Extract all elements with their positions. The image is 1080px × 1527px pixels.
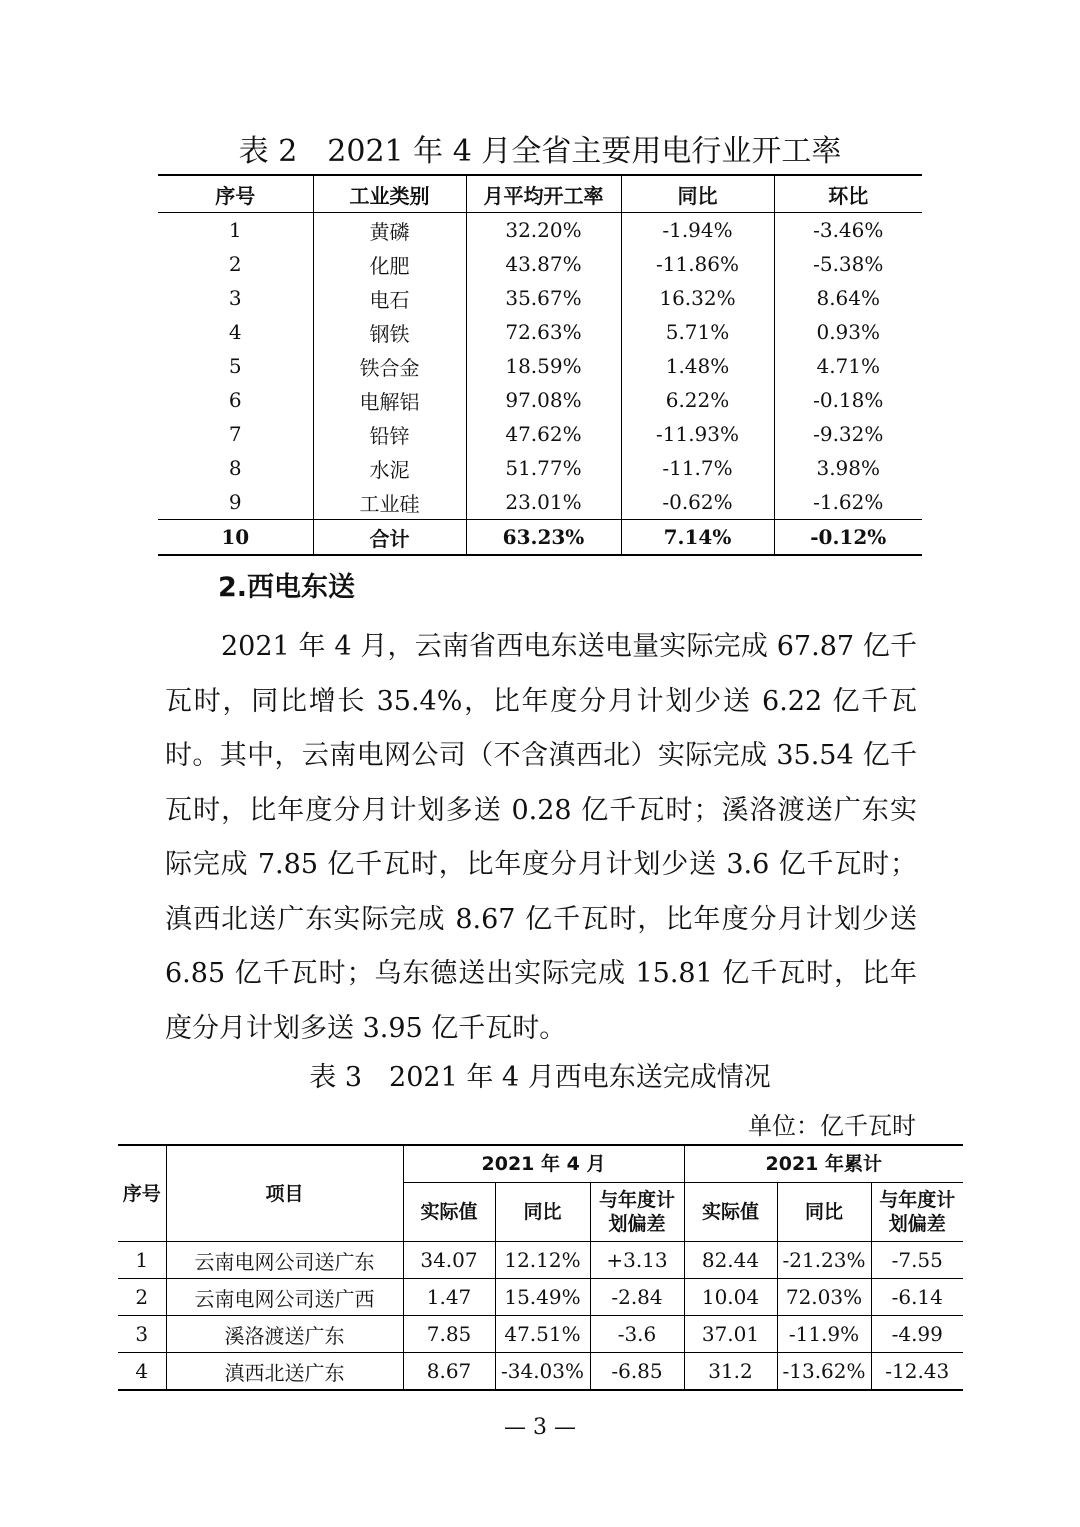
table2-row-cell: 水泥 (313, 451, 466, 485)
table2-row-cell: 电解铝 (313, 383, 466, 417)
table3-row (118, 1316, 963, 1353)
table3-row-cell: -7.55 (871, 1242, 963, 1279)
table3-row-cell: -6.14 (871, 1279, 963, 1316)
table3-row-cell: -4.99 (871, 1316, 963, 1353)
page-number: — 3 — (504, 1415, 576, 1440)
table2-row-cell: 电石 (313, 281, 466, 315)
table3-row-cell: 1 (118, 1242, 166, 1279)
table2-row (158, 451, 922, 485)
table3-row-cell: 4 (118, 1353, 166, 1391)
table3-group-header: 2021 年 4 月 (403, 1145, 684, 1183)
table2-row (158, 281, 922, 315)
table3-subheader-cell: 实际值 (684, 1183, 777, 1242)
table2-row (158, 315, 922, 349)
table3-row-cell: 8.67 (403, 1353, 495, 1391)
table2-row-cell: 63.23% (466, 520, 621, 556)
table3-header-row (118, 1145, 963, 1183)
table3-row (118, 1353, 963, 1391)
table2-row-cell: 1.48% (621, 349, 774, 383)
table2-row-cell: -1.62% (774, 485, 922, 520)
table3-row-cell: -34.03% (495, 1353, 590, 1391)
table2-row-cell: -0.18% (774, 383, 922, 417)
table2-row-cell: -5.38% (774, 247, 922, 281)
table2-row-cell: -0.12% (774, 520, 922, 556)
table2-row-cell: 51.77% (466, 451, 621, 485)
table3-row-cell: 云南电网公司送广东 (166, 1242, 403, 1279)
table2-header-row (158, 175, 922, 213)
table2-row-cell: 铅锌 (313, 417, 466, 451)
table3-title: 表 3 2021 年 4 月西电东送完成情况 (309, 1062, 771, 1093)
table2-header-cell: 序号 (215, 183, 256, 208)
table3-row-cell: 滇西北送广东 (166, 1353, 403, 1391)
table2-row-cell: -9.32% (774, 417, 922, 451)
table2-title: 表 2 2021 年 4 月全省主要用电行业开工率 (238, 134, 842, 169)
table3-row-cell: -12.43 (871, 1353, 963, 1391)
table2-header-cell: 工业类别 (313, 175, 466, 213)
table3-header-cell: 序号 (118, 1145, 166, 1242)
table2-body (158, 213, 922, 556)
table2-row-cell: 6 (228, 388, 242, 412)
table2-row-cell: 72.63% (466, 315, 621, 349)
table3-header-cell: 项目 (166, 1145, 403, 1242)
table2-row-cell: 3.98% (774, 451, 922, 485)
table2-row-cell: 3 (228, 286, 242, 310)
table2-header-cell: 环比 (774, 175, 922, 213)
table2-row-cell: 6.22% (621, 383, 774, 417)
table2-row-cell: 35.67% (466, 281, 621, 315)
table2-row-cell: 23.01% (466, 485, 621, 520)
table3-row-cell: -3.6 (590, 1316, 684, 1353)
table3-row-cell: 82.44 (684, 1242, 777, 1279)
table3-subheader-cell: 与年度计划偏差 (871, 1183, 963, 1242)
table2-row-cell: 黄磷 (313, 213, 466, 248)
table3-row-cell: -11.9% (777, 1316, 871, 1353)
table3-group-header: 2021 年累计 (684, 1145, 963, 1183)
table2-row-cell: -11.93% (621, 417, 774, 451)
table3-row-cell: 72.03% (777, 1279, 871, 1316)
table2-row-cell: 7.14% (621, 520, 774, 556)
table2-row-cell: 8 (228, 456, 242, 480)
table3-subheader-cell: 同比 (495, 1183, 590, 1242)
table3-body (118, 1242, 963, 1391)
table2-row (158, 383, 922, 417)
table3-subheader-cell: 与年度计划偏差 (590, 1183, 684, 1242)
table3-row (118, 1242, 963, 1279)
table3-unit: 单位：亿千瓦时 (748, 1112, 916, 1140)
table3-row-cell: 15.49% (495, 1279, 590, 1316)
table3-row-cell: 31.2 (684, 1353, 777, 1391)
table3-row-cell: 47.51% (495, 1316, 590, 1353)
table2-row-cell: 97.08% (466, 383, 621, 417)
table2-header-cell: 同比 (621, 175, 774, 213)
table3-subheader-cell: 同比 (777, 1183, 871, 1242)
table2-row-cell: 32.20% (466, 213, 621, 248)
table3-row-cell: 12.12% (495, 1242, 590, 1279)
table2-row-cell: 2 (228, 252, 242, 276)
table2-header-cell: 月平均开工率 (466, 175, 621, 213)
table3-row-cell: 云南电网公司送广西 (166, 1279, 403, 1316)
table3-row-cell: +3.13 (590, 1242, 684, 1279)
table2 (158, 174, 922, 556)
table2-row-cell: 0.93% (774, 315, 922, 349)
table3-row (118, 1279, 963, 1316)
table3 (118, 1144, 963, 1391)
table2-row-cell: 5.71% (621, 315, 774, 349)
table2-row-cell: 10 (221, 525, 250, 549)
table2-row (158, 349, 922, 383)
table3-row-cell: 10.04 (684, 1279, 777, 1316)
table2-row (158, 213, 922, 248)
table2-row-cell: 铁合金 (313, 349, 466, 383)
table2-row-cell: 合计 (313, 520, 466, 556)
table2-row-cell: -11.7% (621, 451, 774, 485)
table3-row-cell: 1.47 (403, 1279, 495, 1316)
table2-row-cell: 钢铁 (313, 315, 466, 349)
table2-row-cell: 4 (228, 320, 242, 344)
table2-row-cell: 18.59% (466, 349, 621, 383)
table3-row-cell: -2.84 (590, 1279, 684, 1316)
table2-row (158, 417, 922, 451)
table3-row-cell: 2 (118, 1279, 166, 1316)
table2-row-cell: 1 (228, 218, 242, 242)
table2-row-cell: 5 (228, 354, 242, 378)
table3-row-cell: 37.01 (684, 1316, 777, 1353)
table2-row-cell: -1.94% (621, 213, 774, 248)
table2-row-cell: -3.46% (774, 213, 922, 248)
table2-row-cell: -0.62% (621, 485, 774, 520)
table3-row-cell: 3 (118, 1316, 166, 1353)
table3-subheader-cell: 实际值 (403, 1183, 495, 1242)
section-paragraph: 2021 年 4 月，云南省西电东送电量实际完成 67.87 亿千瓦时，同比增长 35.4%，比年度分月计划少送 6.22 亿千瓦时。其中，云南电网公司（不含滇西北）实际完成 35.54 亿千瓦时，比年度分月计划多送 0.28 亿千瓦时；溪洛渡送广东实际完成 7.85 亿千瓦时，比年度分月计划少送 3.6 亿千瓦时；滇西北送广东实际完成 8.67 亿千瓦时，比年度分月计划少送 6.85 亿千瓦时；乌东德送出实际完成 15.81 亿千瓦时，比年度分月计划多送 3.95 亿千瓦时。 (165, 631, 917, 1044)
section-heading: 2.西电东送 (218, 572, 356, 603)
table3-row-cell: 溪洛渡送广东 (166, 1316, 403, 1353)
table2-row-cell: 43.87% (466, 247, 621, 281)
table3-row-cell: -6.85 (590, 1353, 684, 1391)
table2-row-cell: 9 (228, 490, 242, 514)
table3-row-cell: -21.23% (777, 1242, 871, 1279)
table2-row-cell: -11.86% (621, 247, 774, 281)
table3-row-cell: 7.85 (403, 1316, 495, 1353)
table3-row-cell: -13.62% (777, 1353, 871, 1391)
table2-row-cell: 7 (228, 422, 242, 446)
table3-row-cell: 34.07 (403, 1242, 495, 1279)
table2-row-cell: 4.71% (774, 349, 922, 383)
table2-row-cell: 化肥 (313, 247, 466, 281)
table2-row-cell: 16.32% (621, 281, 774, 315)
table2-row (158, 520, 922, 556)
table2-row-cell: 工业硅 (313, 485, 466, 520)
table2-row (158, 247, 922, 281)
table2-row-cell: 47.62% (466, 417, 621, 451)
table2-row-cell: 8.64% (774, 281, 922, 315)
table2-row (158, 485, 922, 520)
